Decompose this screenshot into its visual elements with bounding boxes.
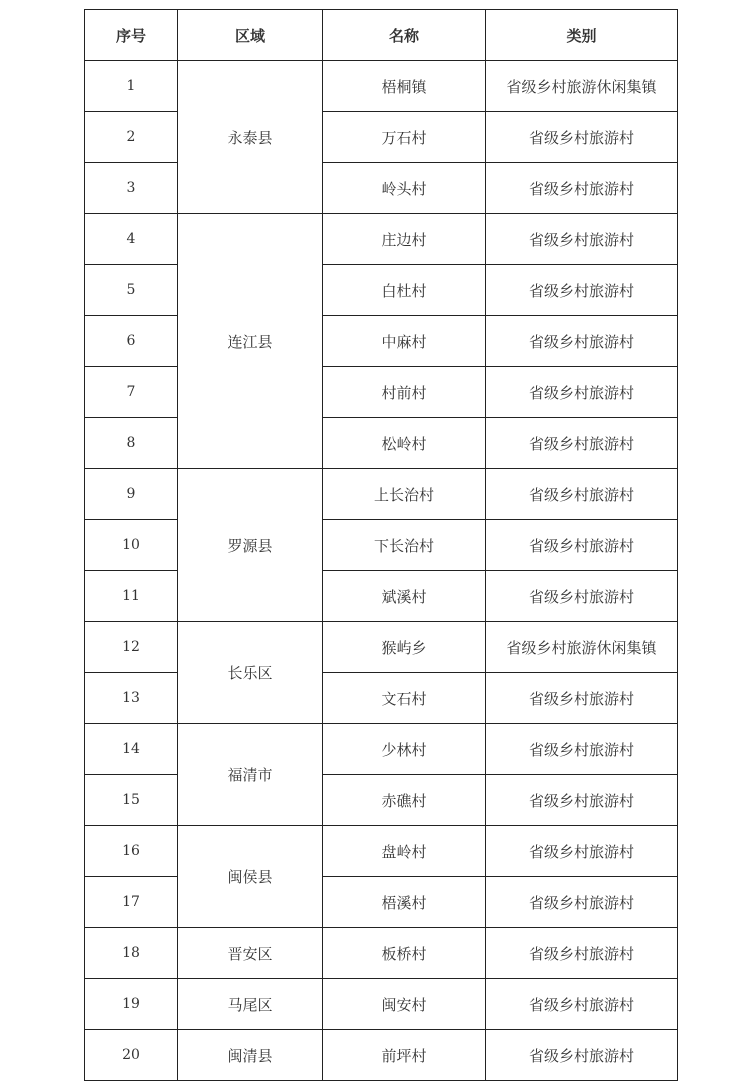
- cell-name: 板桥村: [323, 928, 486, 979]
- table-row: [85, 928, 678, 979]
- cell-name: 庄边村: [323, 214, 486, 265]
- cell-index: 8: [85, 418, 178, 469]
- cell-index: 3: [85, 163, 178, 214]
- cell-category: 省级乡村旅游村: [486, 112, 678, 163]
- table-row: [85, 418, 678, 469]
- cell-name: 白杜村: [323, 265, 486, 316]
- cell-region: 福清市: [178, 724, 323, 826]
- cell-category: 省级乡村旅游村: [486, 214, 678, 265]
- cell-index: 4: [85, 214, 178, 265]
- cell-index: 20: [85, 1030, 178, 1081]
- cell-category: 省级乡村旅游休闲集镇: [486, 61, 678, 112]
- cell-name: 赤礁村: [323, 775, 486, 826]
- cell-index: 19: [85, 979, 178, 1030]
- cell-category: 省级乡村旅游村: [486, 265, 678, 316]
- cell-name: 少林村: [323, 724, 486, 775]
- table-row: [85, 724, 678, 775]
- cell-category: 省级乡村旅游村: [486, 520, 678, 571]
- table-row: [85, 826, 678, 877]
- cell-region: 永泰县: [178, 61, 323, 214]
- cell-name: 上长治村: [323, 469, 486, 520]
- table-row: [85, 367, 678, 418]
- header-name: 名称: [323, 10, 486, 61]
- cell-region: 马尾区: [178, 979, 323, 1030]
- cell-index: 12: [85, 622, 178, 673]
- cell-category: 省级乡村旅游村: [486, 469, 678, 520]
- header-category: 类别: [486, 10, 678, 61]
- cell-category: 省级乡村旅游村: [486, 979, 678, 1030]
- cell-name: 梧桐镇: [323, 61, 486, 112]
- cell-category: 省级乡村旅游村: [486, 1030, 678, 1081]
- cell-region: 闽侯县: [178, 826, 323, 928]
- cell-index: 2: [85, 112, 178, 163]
- header-row: [85, 10, 678, 61]
- cell-name: 闽安村: [323, 979, 486, 1030]
- cell-index: 7: [85, 367, 178, 418]
- table-row: [85, 316, 678, 367]
- cell-category: 省级乡村旅游村: [486, 418, 678, 469]
- cell-category: 省级乡村旅游村: [486, 724, 678, 775]
- cell-index: 11: [85, 571, 178, 622]
- cell-category: 省级乡村旅游村: [486, 673, 678, 724]
- cell-name: 文石村: [323, 673, 486, 724]
- cell-region: 罗源县: [178, 469, 323, 622]
- cell-category: 省级乡村旅游村: [486, 826, 678, 877]
- cell-name: 村前村: [323, 367, 486, 418]
- cell-region: 连江县: [178, 214, 323, 469]
- cell-index: 13: [85, 673, 178, 724]
- cell-name: 斌溪村: [323, 571, 486, 622]
- cell-index: 17: [85, 877, 178, 928]
- cell-category: 省级乡村旅游村: [486, 316, 678, 367]
- cell-region: 长乐区: [178, 622, 323, 724]
- cell-name: 万石村: [323, 112, 486, 163]
- table-row: [85, 265, 678, 316]
- header-region: 区域: [178, 10, 323, 61]
- cell-category: 省级乡村旅游村: [486, 571, 678, 622]
- table-row: [85, 61, 678, 112]
- cell-index: 5: [85, 265, 178, 316]
- cell-category: 省级乡村旅游村: [486, 928, 678, 979]
- cell-name: 岭头村: [323, 163, 486, 214]
- cell-index: 14: [85, 724, 178, 775]
- cell-name: 梧溪村: [323, 877, 486, 928]
- cell-name: 松岭村: [323, 418, 486, 469]
- cell-index: 15: [85, 775, 178, 826]
- cell-name: 猴屿乡: [323, 622, 486, 673]
- cell-name: 中麻村: [323, 316, 486, 367]
- cell-index: 18: [85, 928, 178, 979]
- table-row: [85, 877, 678, 928]
- cell-category: 省级乡村旅游村: [486, 367, 678, 418]
- cell-name: 盘岭村: [323, 826, 486, 877]
- cell-category: 省级乡村旅游村: [486, 163, 678, 214]
- header-index: 序号: [85, 10, 178, 61]
- tourism-village-table: [84, 9, 678, 1081]
- cell-category: 省级乡村旅游休闲集镇: [486, 622, 678, 673]
- table-row: [85, 1030, 678, 1081]
- table-row: [85, 673, 678, 724]
- cell-index: 16: [85, 826, 178, 877]
- cell-region: 晋安区: [178, 928, 323, 979]
- cell-category: 省级乡村旅游村: [486, 877, 678, 928]
- table-row: [85, 979, 678, 1030]
- cell-index: 6: [85, 316, 178, 367]
- cell-index: 9: [85, 469, 178, 520]
- cell-category: 省级乡村旅游村: [486, 775, 678, 826]
- table-row: [85, 571, 678, 622]
- table-row: [85, 112, 678, 163]
- table-row: [85, 775, 678, 826]
- cell-name: 前坪村: [323, 1030, 486, 1081]
- table-row: [85, 520, 678, 571]
- table-row: [85, 163, 678, 214]
- table-row: [85, 214, 678, 265]
- cell-region: 闽清县: [178, 1030, 323, 1081]
- table-row: [85, 469, 678, 520]
- cell-name: 下长治村: [323, 520, 486, 571]
- cell-index: 10: [85, 520, 178, 571]
- table-row: [85, 622, 678, 673]
- table-body: [85, 61, 678, 1081]
- cell-index: 1: [85, 61, 178, 112]
